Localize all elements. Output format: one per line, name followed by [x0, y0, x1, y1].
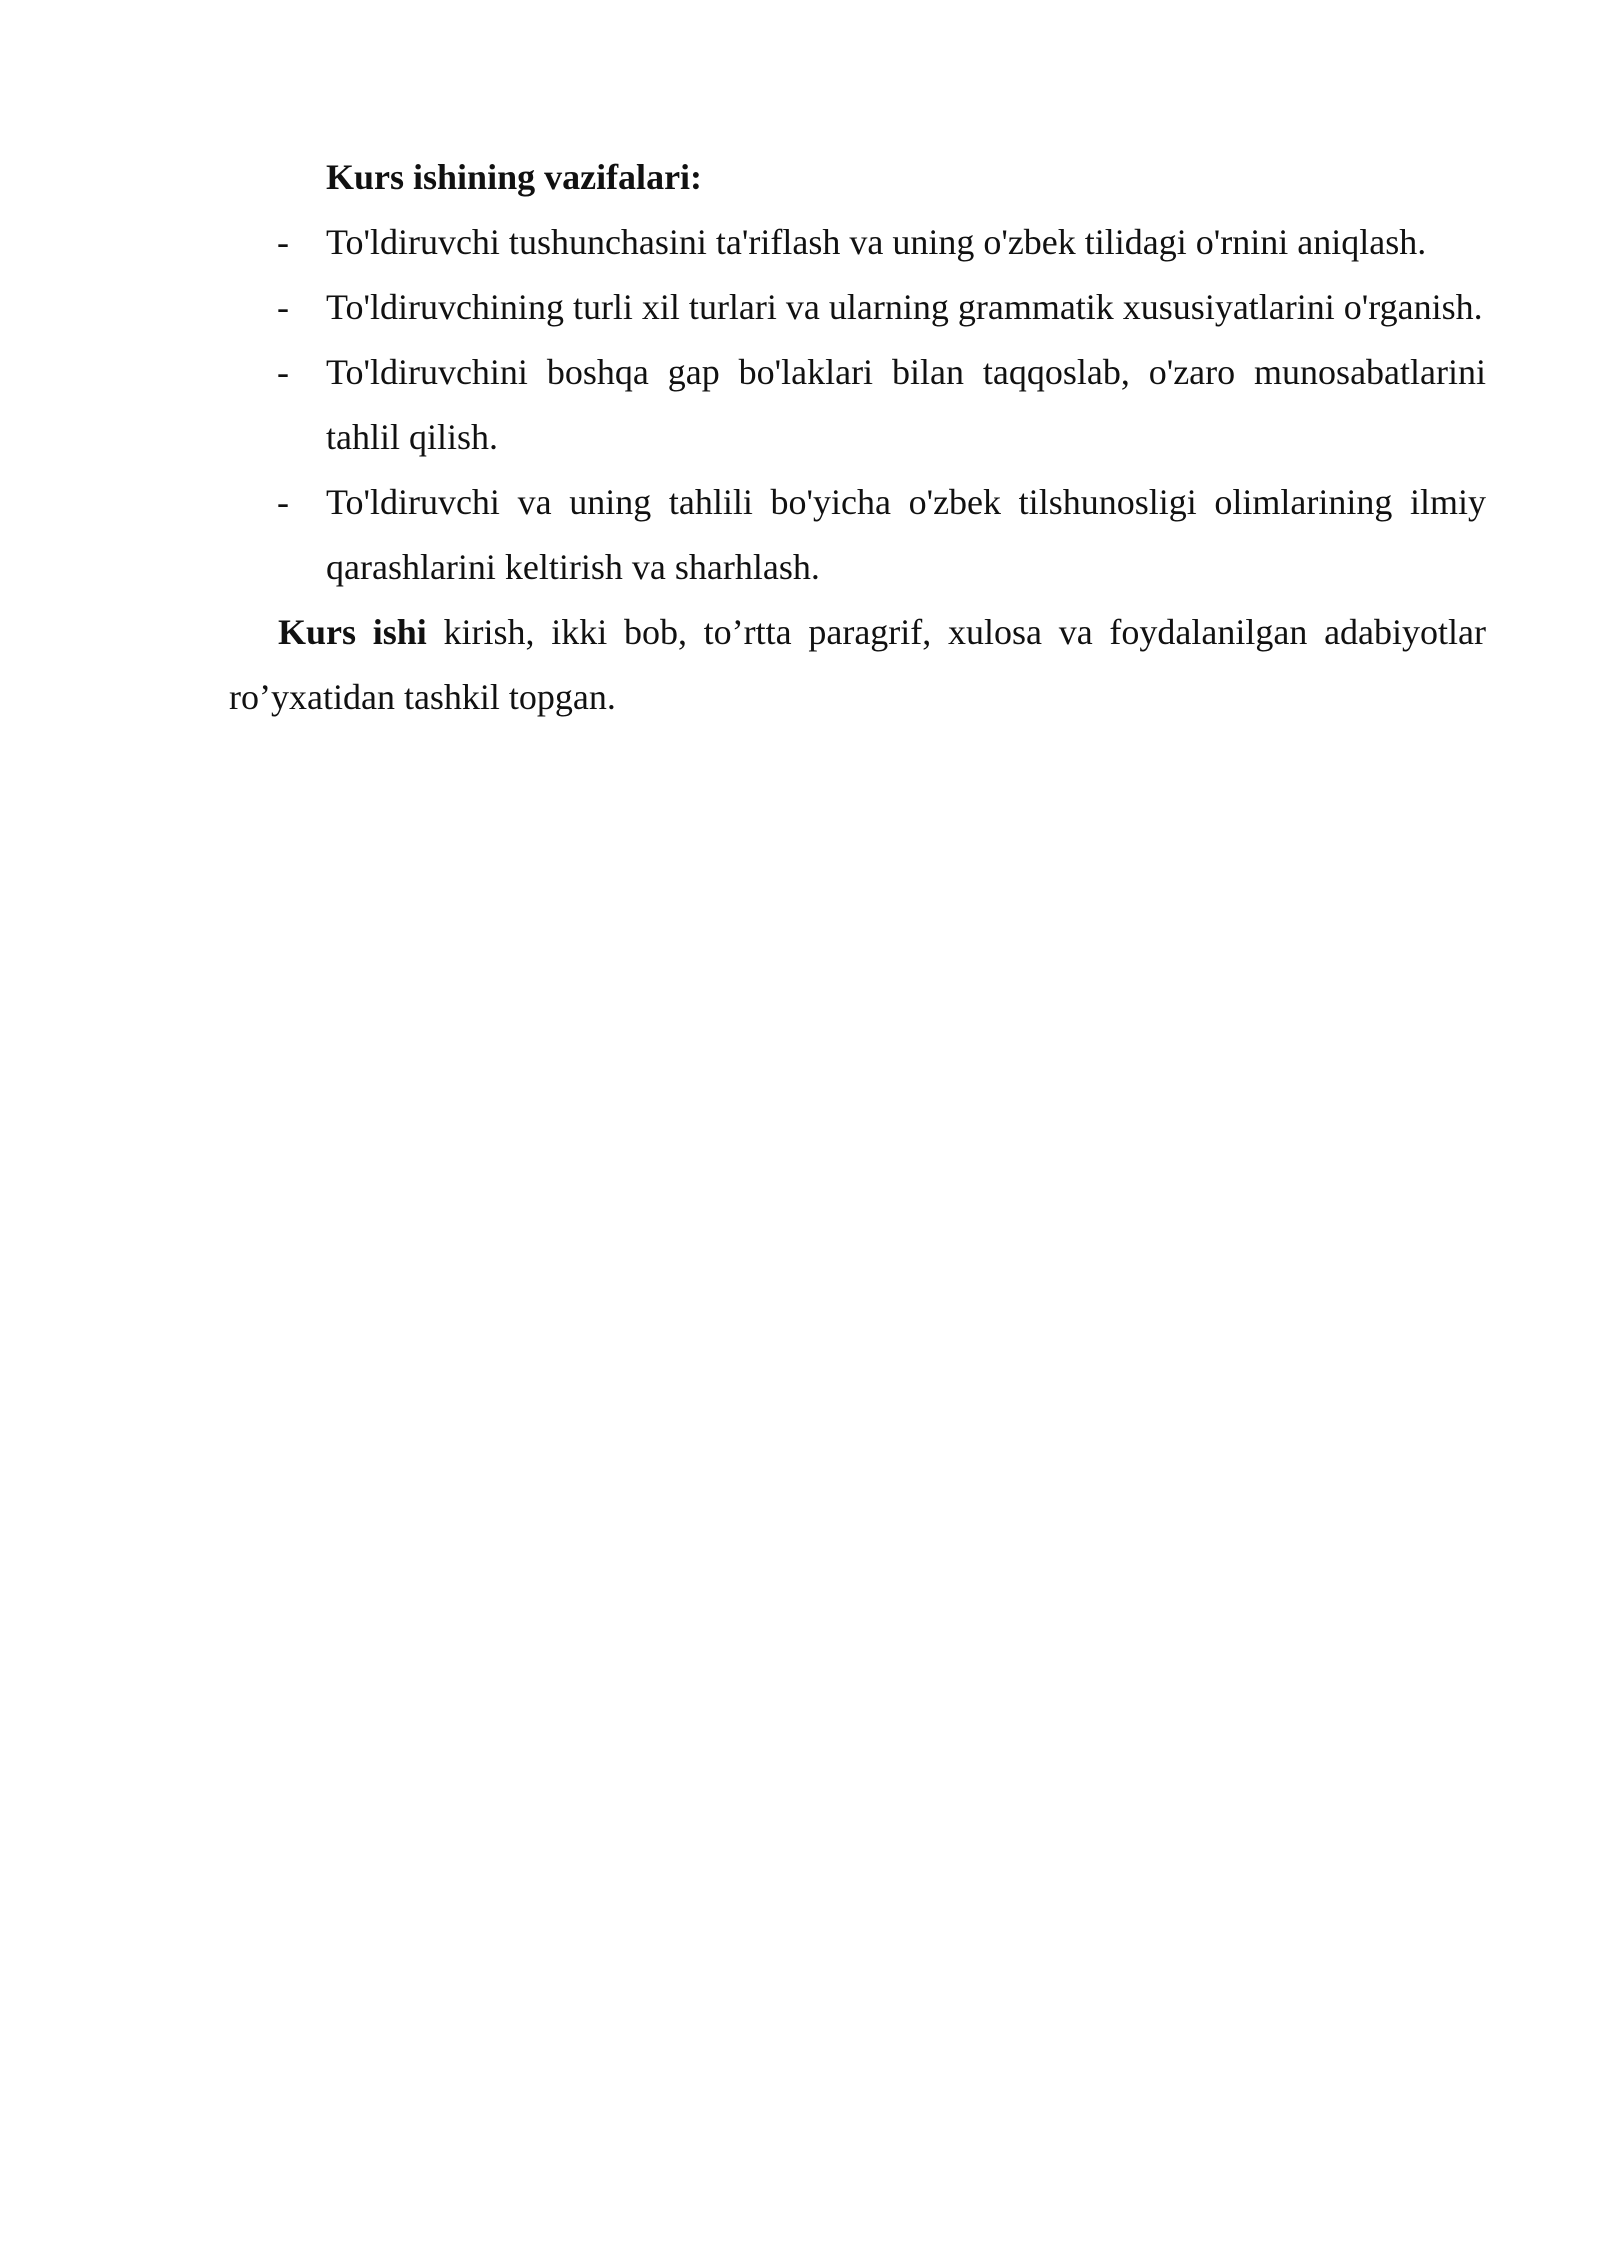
task-list: [229, 210, 1486, 600]
list-dash: -: [277, 222, 289, 262]
task-text: To'ldiruvchi va uning tahlili bo'yicha o'zbek tilshunosligi olimlarining ilmiy qarashlarini keltirish va sharhlash.: [326, 482, 1486, 587]
task-text: To'ldiruvchining turli xil turlari va ularning grammatik xususiyatlarini o'rganish.: [326, 287, 1483, 327]
list-dash: -: [277, 287, 289, 327]
list-dash: -: [277, 482, 289, 522]
section-heading: Kurs ishining vazifalari:: [326, 157, 703, 197]
summary-lead: Kurs ishi: [278, 612, 427, 652]
page-content: [229, 145, 1486, 730]
task-item: [229, 470, 1486, 600]
summary-paragraph: [229, 600, 1486, 730]
task-item: [229, 275, 1486, 340]
list-dash: -: [277, 352, 289, 392]
task-item: [229, 210, 1486, 275]
summary-text: kirish, ikki bob, to’rtta paragrif, xulosa va foydalanilgan adabiyotlar ro’yxatidan tashkil topgan.: [229, 612, 1487, 717]
task-text: To'ldiruvchi tushunchasini ta'riflash va uning o'zbek tilidagi o'rnini aniqlash.: [326, 222, 1427, 262]
task-item: [229, 340, 1486, 470]
task-text: To'ldiruvchini boshqa gap bo'laklari bilan taqqoslab, o'zaro munosabatlarini tahlil qilish.: [326, 352, 1486, 457]
